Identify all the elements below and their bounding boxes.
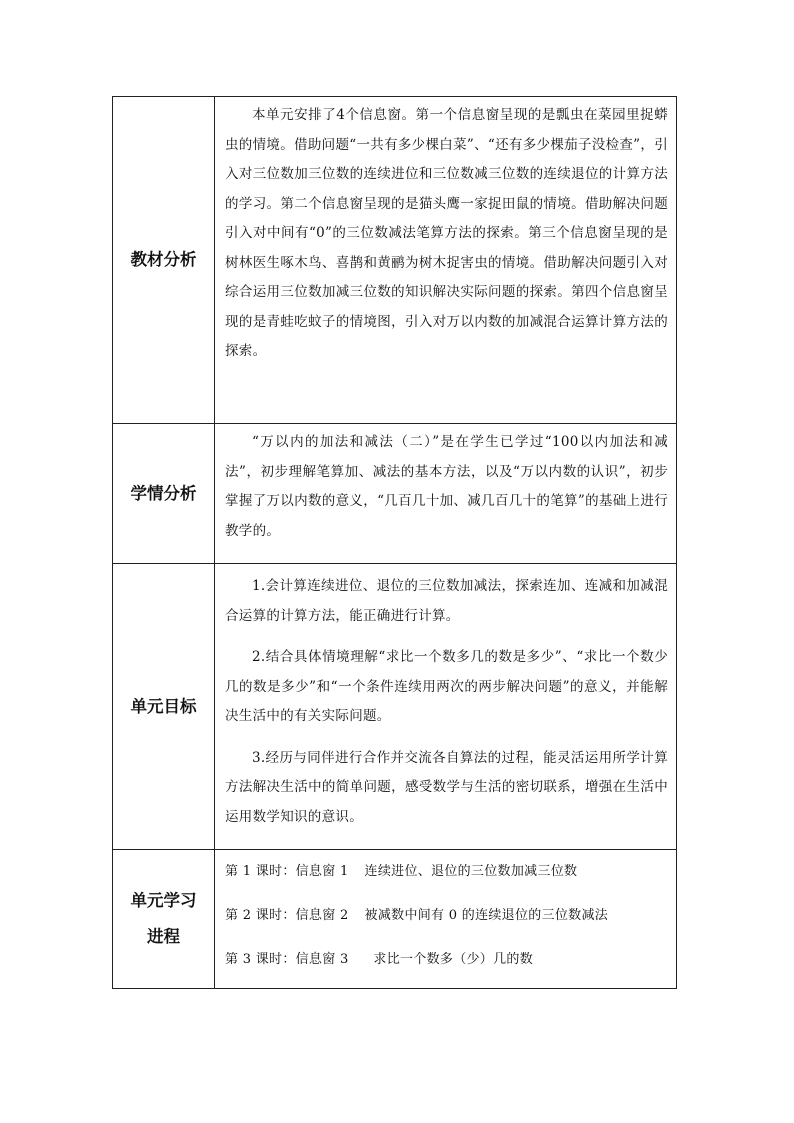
textbook-analysis-paragraph: 本单元安排了4个信息窗。第一个信息窗呈现的是瓢虫在菜园里捉蟒虫的情境。借助问题“一共有多少棵白菜”、“还有多少棵茄子没检查”，引入对三位数加三位数的连续进位和三位数减三位数的连续退位的计算方法的学习。第二个信息窗呈现的是猫头鹰一家捉田鼠的情境。借助解决问题引入对中间有“0”的三位数减法笔算方法的探索。第三个信息窗呈现的是树林医生啄木鸟、喜鹊和黄鹂为树木捉害虫的情境。借助解决问题引入对综合运用三位数加减三位数的知识解决实际问题的探索。第四个信息窗呈现的是青蛙吃蚊子的情境图，引入对万以内数的加减混合运算计算方法的探索。 xyxy=(225,107,668,359)
row-label-learner-analysis xyxy=(113,424,215,564)
row-label-learning-progress xyxy=(113,850,215,989)
goal-item-2: 2.结合具体情境理解“求比一个数多几的数是多少”、“求比一个数少几的数是多少”和“一个条件连续用两次的两步解决问题”的意义，并能解决生活中的有关实际问题。 xyxy=(225,649,668,724)
row-label-line-1: 单元学习 xyxy=(130,891,197,910)
row-label-line-2: 进程 xyxy=(147,927,180,946)
row-label-text: 单元目标 xyxy=(130,696,197,716)
lesson-session: 第 3 课时：信息窗 3 xyxy=(225,952,349,967)
lesson-session: 第 1 课时：信息窗 1 xyxy=(225,864,349,879)
row-label-textbook-analysis xyxy=(113,97,215,424)
table-row-unit-goals xyxy=(113,564,677,850)
lesson-session: 第 2 课时：信息窗 2 xyxy=(225,908,349,923)
row-label-text: 学情分析 xyxy=(130,483,197,503)
lesson-row-1 xyxy=(225,850,668,894)
textbook-analysis-content xyxy=(215,97,677,424)
goal-item-3: 3.经历与同伴进行合作并交流各自算法的过程，能灵活运用所学计算方法解决生活中的简单问题，感受数学与生活的密切联系，增强在生活中运用数学知识的意识。 xyxy=(225,749,668,825)
table-row-learner-analysis xyxy=(113,424,677,564)
lesson-row-2 xyxy=(225,894,668,938)
table-row-textbook-analysis xyxy=(113,97,677,424)
lesson-topic: 被减数中间有 0 的连续退位的三位数减法 xyxy=(364,908,609,923)
unit-plan-table xyxy=(112,96,677,989)
row-label-unit-goals xyxy=(113,564,215,850)
learner-analysis-paragraph: “万以内的加法和减法（二）”是在学生已学过“100以内加法和减法”，初步理解笔算加、减法的基本方法，以及“万以内数的认识”，初步掌握了万以内数的意义，“几百几十加、减几百几十的笔算”的基础上进行教学的。 xyxy=(225,434,668,539)
table-row-learning-progress xyxy=(113,850,677,989)
lesson-topic: 求比一个数多（少）几的数 xyxy=(364,952,534,967)
lesson-row-3 xyxy=(225,938,668,982)
row-label-text: 教材分析 xyxy=(130,250,197,269)
lesson-topic: 连续进位、退位的三位数加减三位数 xyxy=(364,864,578,879)
unit-goals-content xyxy=(215,564,677,850)
learner-analysis-content xyxy=(215,424,677,564)
learning-progress-content xyxy=(215,850,677,989)
goal-item-1: 1.会计算连续进位、退位的三位数加减法，探索连加、连减和加减混合运算的计算方法，能正确进行计算。 xyxy=(225,578,668,624)
